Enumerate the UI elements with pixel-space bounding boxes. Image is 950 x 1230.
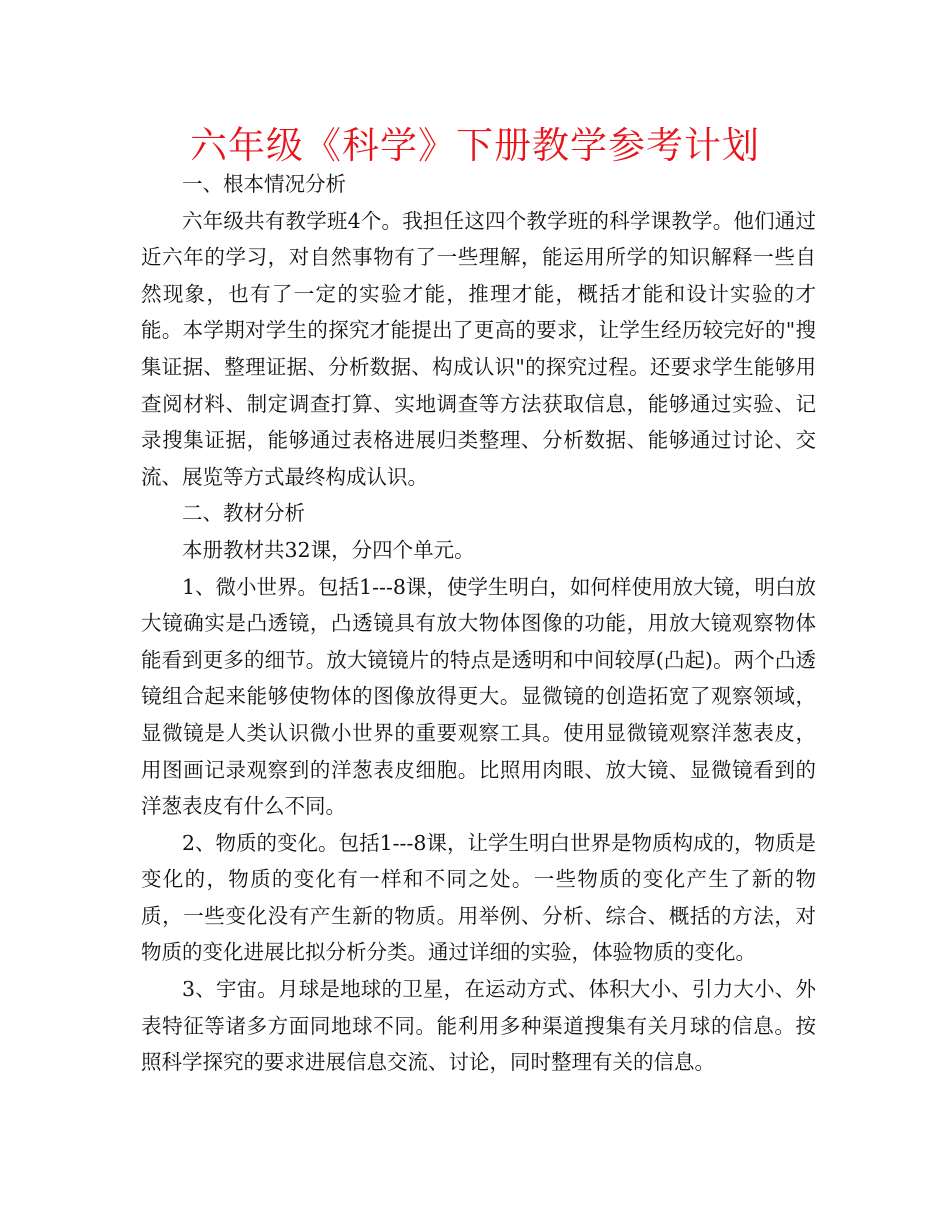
paragraph-unit-universe: 3、宇宙。月球是地球的卫星，在运动方式、体积大小、引力大小、外表特征等诸多方面同地球不同。能利用多种渠道搜集有关月球的信息。按照科学探究的要求进展信息交流、讨论，同时整理有关的信息。 (141, 977, 816, 1075)
paragraph-student-analysis: 六年级共有教学班4个。我担任这四个教学班的科学课教学。他们通过近六年的学习，对自然事物有了一些理解，能运用所学的知识解释一些自然现象，也有了一定的实验才能，推理才能，概括才能和设计实验的才能。本学期对学生的探究才能提出了更高的要求，让学生经历较完好的"搜集证据、整理证据、分析数据、构成认识"的探究过程。还要求学生能够用查阅材料、制定调查打算、实地调查等方法获取信息，能够通过实验、记录搜集证据，能够通过表格进展归类整理、分析数据、能够通过讨论、交流、展览等方式最终构成认识。 (141, 208, 816, 489)
section-heading-basic-situation: 一、根本情况分析 (182, 172, 346, 196)
section-heading-textbook-analysis: 二、教材分析 (182, 501, 305, 526)
document-title: 六年级《科学》下册教学参考计划 (190, 124, 760, 167)
document-body (141, 166, 816, 1081)
paragraph-unit-micro-world: 1、微小世界。包括1---8课，使学生明白，如何样使用放大镜，明白放大镜确实是凸透镜，凸透镜具有放大物体图像的功能，用放大镜观察物体能看到更多的细节。放大镜镜片的特点是透明和中间较厚(凸起)。两个凸透镜组合起来能够使物体的图像放得更大。显微镜的创造拓宽了观察领域，显微镜是人类认识微小世界的重要观察工具。使用显微镜观察洋葱表皮，用图画记录观察到的洋葱表皮细胞。比照用肉眼、放大镜、显微镜看到的洋葱表皮有什么不同。 (141, 574, 816, 819)
paragraph-textbook-overview: 本册教材共32课，分四个单元。 (182, 537, 475, 562)
paragraph-unit-matter-change: 2、物质的变化。包括1---8课，让学生明白世界是物质构成的，物质是变化的，物质的变化有一样和不同之处。一些物质的变化产生了新的物质，一些变化没有产生新的物质。用举例、分析、综合、概括的方法，对物质的变化进展比拟分析分类。通过详细的实验，体验物质的变化。 (141, 830, 816, 965)
